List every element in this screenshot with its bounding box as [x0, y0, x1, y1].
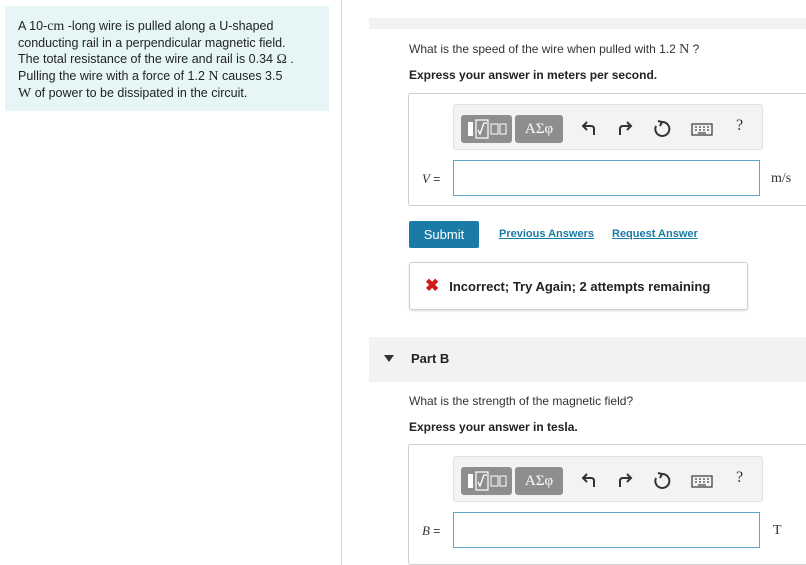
part-a-variable-label: V = [422, 171, 441, 186]
part-a-question: What is the speed of the wire when pulled with 1.2 N ? [409, 42, 700, 57]
math-templates-icon[interactable] [461, 467, 512, 495]
keyboard-icon[interactable] [691, 471, 713, 491]
part-b-question: What is the strength of the magnetic field? [409, 394, 634, 408]
part-b-math-toolbar [453, 456, 763, 502]
x-mark-icon: ✖ [425, 276, 440, 295]
part-a-math-toolbar [453, 104, 763, 150]
problem-line-2: conducting rail in a perpendicular magnetic field. [18, 36, 286, 50]
unit-newton: N [208, 69, 219, 84]
part-b-variable-label: B = [422, 523, 441, 538]
problem-line-1: A 10-cm -long wire is pulled along a U-shaped [18, 19, 274, 34]
feedback-text: Incorrect; Try Again; 2 attempts remaining [449, 278, 711, 294]
problem-line-3: The total resistance of the wire and rail is 0.34 Ω . [18, 52, 294, 67]
part-a-answer-input[interactable] [453, 160, 760, 196]
feedback-message [409, 262, 748, 310]
unit-cm: cm [47, 19, 65, 34]
undo-icon[interactable] [579, 119, 599, 139]
help-icon[interactable]: ? [736, 469, 744, 486]
reset-icon[interactable] [652, 119, 672, 139]
part-b-instruction: Express your answer in tesla. [409, 420, 578, 434]
unit-ohm: Ω [276, 52, 287, 67]
problem-statement [5, 6, 329, 111]
part-a-instruction: Express your answer in meters per second. [409, 68, 658, 82]
part-a-unit: m/s [771, 171, 792, 186]
unit-watt: W [18, 86, 32, 101]
request-answer-link[interactable]: Request Answer [612, 228, 698, 240]
redo-icon[interactable] [615, 471, 635, 491]
submit-button[interactable]: Submit [409, 221, 479, 248]
undo-icon[interactable] [579, 471, 599, 491]
part-b-unit: T [773, 523, 782, 538]
previous-answers-link[interactable]: Previous Answers [499, 228, 594, 240]
part-b-header[interactable] [369, 337, 806, 382]
part-b-answer-input[interactable] [453, 512, 760, 548]
problem-line-5: W of power to be dissipated in the circuit. [18, 86, 248, 101]
reset-icon[interactable] [652, 471, 672, 491]
help-icon[interactable]: ? [736, 117, 744, 134]
part-b-title[interactable]: Part B [411, 351, 450, 366]
redo-icon[interactable] [615, 119, 635, 139]
triangle-down-icon[interactable] [384, 355, 394, 362]
greek-symbols-icon[interactable]: ΑΣφ [515, 467, 563, 495]
column-divider [341, 0, 342, 565]
keyboard-icon[interactable] [691, 119, 713, 139]
math-templates-icon[interactable] [461, 115, 512, 143]
problem-line-4: Pulling the wire with a force of 1.2 N causes 3.5 [18, 69, 283, 84]
part-a-header-strip [369, 18, 806, 29]
unit-newton: N [679, 42, 690, 57]
greek-symbols-icon[interactable]: ΑΣφ [515, 115, 563, 143]
